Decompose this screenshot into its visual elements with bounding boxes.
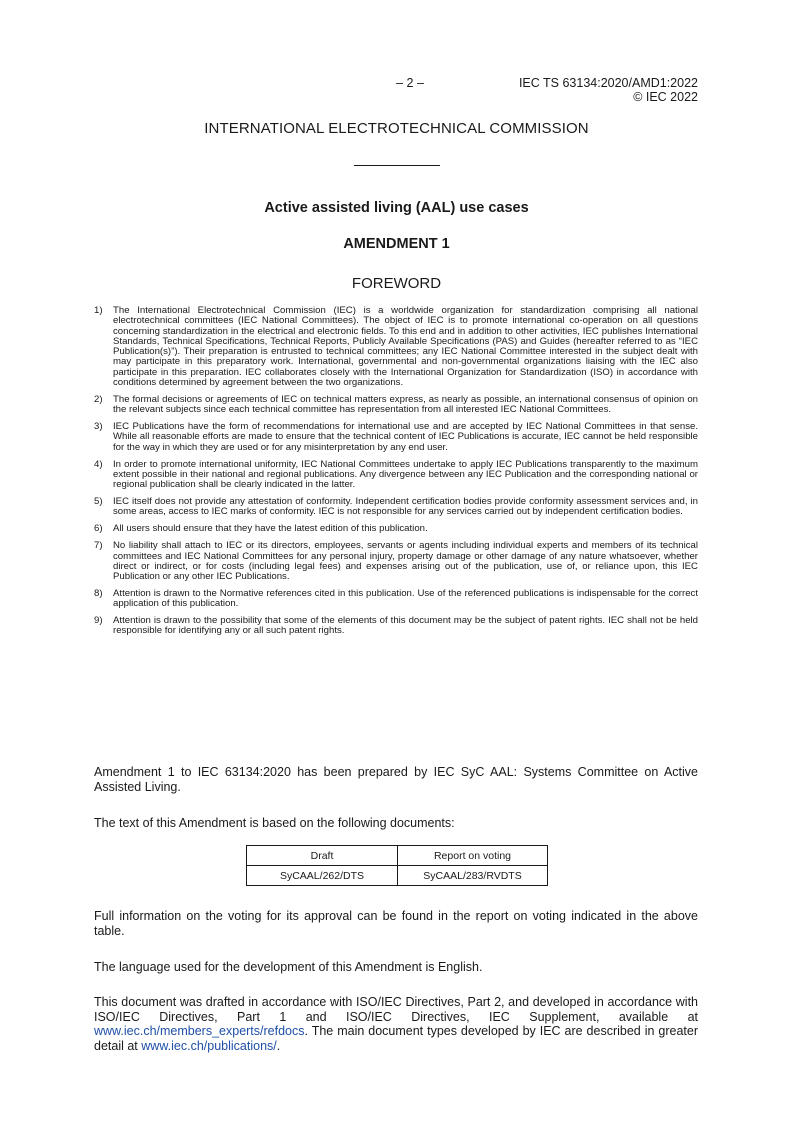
voting-table <box>246 845 548 886</box>
clause-text: IEC Publications have the form of recommendations for international use and are accepted by IEC National Committees in that sense. While all reasonable efforts are made to ensure that the technical content of IEC Publications is accurate, IEC cannot be held responsible for the way in which they are used or for any misinterpretation by any end user. <box>113 421 698 453</box>
full-info-paragraph: Full information on the voting for its approval can be found in the report on voting indicated in the above table. <box>94 909 698 938</box>
foreword-clause <box>94 460 698 491</box>
foreword-clause <box>94 497 698 518</box>
drafting-text-end: . <box>276 1038 281 1053</box>
clause-number: 7) <box>94 540 103 552</box>
drafting-text-middle: . The main document types developed by IEC are described in greater detail at <box>94 1024 698 1053</box>
clause-text: The formal decisions or agreements of IEC on technical matters express, as nearly as possible, an international consensus of opinion on the relevant subjects since each technical committee has representation from all interested IEC National Committees. <box>113 393 698 416</box>
foreword-clause <box>94 524 698 534</box>
table-header-report: Report on voting <box>398 846 548 866</box>
refdocs-link[interactable]: www.iec.ch/members_experts/refdocs <box>94 1024 305 1038</box>
clause-number: 8) <box>94 587 103 599</box>
page-number: – 2 – <box>396 76 424 90</box>
table-cell-report: SyCAAL/283/RVDTS <box>398 866 548 886</box>
document-reference <box>519 76 698 104</box>
clause-number: 4) <box>94 458 103 470</box>
based-on-paragraph: The text of this Amendment is based on the following documents: <box>94 816 455 830</box>
foreword-clause <box>94 395 698 416</box>
table-row <box>247 866 548 886</box>
clause-number: 3) <box>94 421 103 433</box>
title-divider <box>354 165 440 166</box>
language-paragraph: The language used for the development of this Amendment is English. <box>94 960 483 974</box>
copyright-notice: © IEC 2022 <box>633 90 698 104</box>
clause-text: The International Electrotechnical Commission (IEC) is a worldwide organization for standardization comprising all national electrotechnical committees (IEC National Committees). The object of IEC is to promote international co-operation on all questions concerning standardization in the electrical and electronic fields. To this end and in addition to other activities, IEC publishes International Standards, Technical Specifications, Technical Reports, Publicly Available Specifications (PAS) and Guides (hereafter referred to as “IEC Publication(s)”). Their preparation is entrusted to technical committees; any IEC National Committee interested in the subject dealt with may participate in this preparatory work. International, governmental and non-governmental organizations liaising with the IEC also participate in this preparation. IEC collaborates closely with the International Organization for Standardization (ISO) in accordance with conditions determined by agreement between the two organizations. <box>113 305 698 389</box>
drafting-paragraph <box>94 995 698 1053</box>
clause-text: All users should ensure that they have the latest edition of this publication. <box>113 523 428 535</box>
foreword-clause <box>94 541 698 582</box>
drafting-text-start: This document was drafted in accordance with ISO/IEC Directives, Part 2, and developed in accordance with ISO/IEC Directives, Part 1 and ISO/IEC Directives, IEC Supplement, available at <box>94 995 698 1024</box>
clause-text: IEC itself does not provide any attestation of conformity. Independent certification bodies provide conformity assessment services and, in some areas, access to IEC marks of conformity. IEC is not responsible for any services carried out by independent certification bodies. <box>113 496 698 518</box>
foreword-clause <box>94 306 698 388</box>
organization-title: INTERNATIONAL ELECTROTECHNICAL COMMISSION <box>204 120 589 137</box>
publications-link[interactable]: www.iec.ch/publications/ <box>141 1038 277 1053</box>
prepared-by-paragraph: Amendment 1 to IEC 63134:2020 has been prepared by IEC SyC AAL: Systems Committee on Active Assisted Living. <box>94 765 698 794</box>
table-cell-draft: SyCAAL/262/DTS <box>247 866 398 886</box>
document-id: IEC TS 63134:2020/AMD1:2022 <box>518 76 698 90</box>
table-header-row <box>247 846 548 866</box>
foreword-clause <box>94 422 698 453</box>
clause-text: Attention is drawn to the possibility that some of the elements of this document may be the subject of patent rights. IEC shall not be held responsible for identifying any or all such patent rights. <box>113 615 698 637</box>
foreword-clauses <box>94 306 698 643</box>
amendment-heading: AMENDMENT 1 <box>343 236 450 252</box>
clause-text: No liability shall attach to IEC or its directors, employees, servants or agents including individual experts and members of its technical committees and IEC National Committees for any personal injury, property damage or other damage of any nature whatsoever, whether direct or indirect, or for costs (including legal fees) and expenses arising out of the publication, use of, or reliance upon, this IEC Publication or any other IEC Publications. <box>113 540 698 583</box>
clause-number: 9) <box>94 615 103 627</box>
foreword-clause <box>94 589 698 610</box>
clause-number: 2) <box>94 393 103 405</box>
document-title: Active assisted living (AAL) use cases <box>264 200 529 216</box>
clause-text: In order to promote international uniformity, IEC National Committees undertake to apply IEC Publications transparently to the maximum extent possible in their national and regional publications. Any divergence between any IEC Publication and the corresponding national or regional publication shall be clearly indicated in the latter. <box>113 458 698 491</box>
clause-text: Attention is drawn to the Normative references cited in this publication. Use of the referenced publications is indispensable for the correct application of this publication. <box>113 587 698 610</box>
foreword-heading: FOREWORD <box>351 275 442 292</box>
clause-number: 6) <box>94 523 103 535</box>
page-header <box>94 76 698 108</box>
clause-number: 5) <box>94 496 103 508</box>
table-header-draft: Draft <box>247 846 398 866</box>
clause-number: 1) <box>94 305 103 316</box>
foreword-clause <box>94 616 698 637</box>
